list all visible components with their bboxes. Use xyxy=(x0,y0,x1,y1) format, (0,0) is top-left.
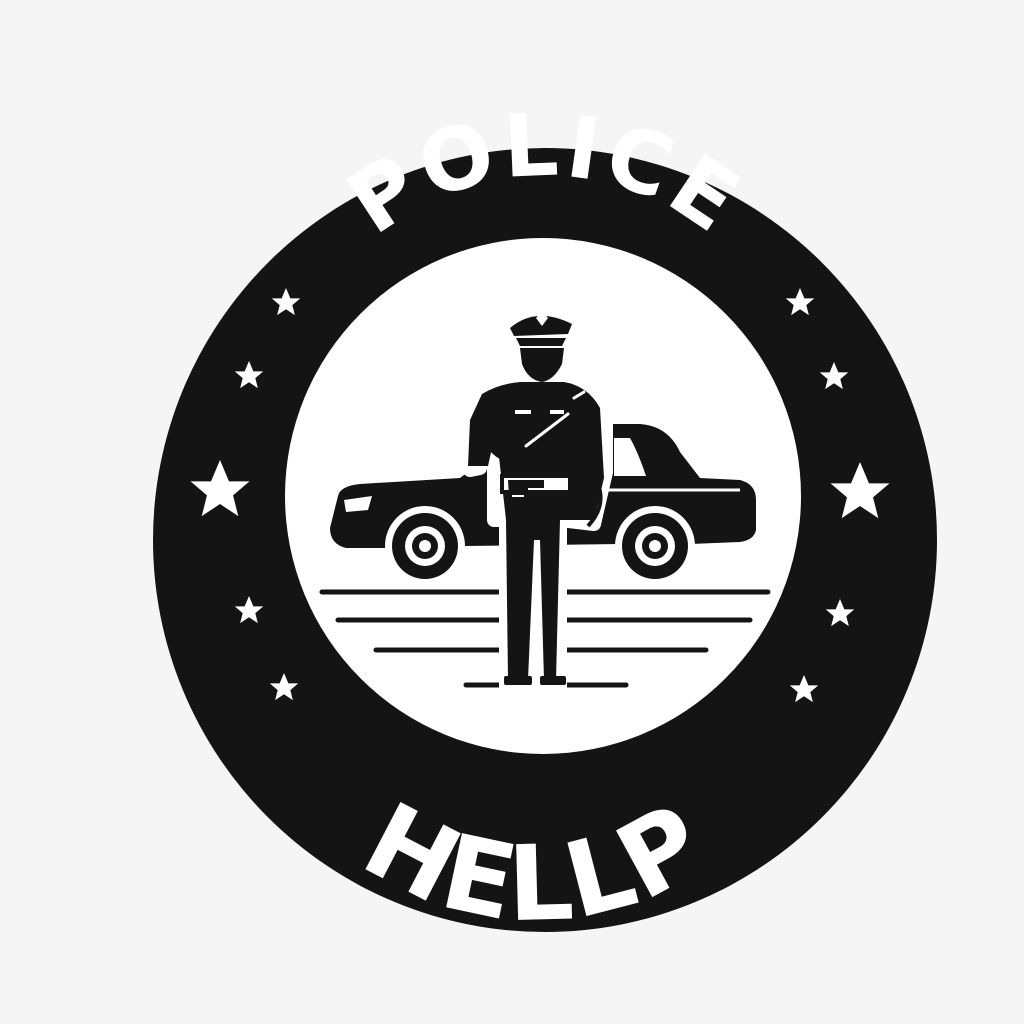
front-wheel xyxy=(392,513,458,579)
rear-wheel xyxy=(622,513,688,579)
bottom-text: HELLP xyxy=(345,778,725,946)
top-text: POLICE xyxy=(330,95,760,255)
